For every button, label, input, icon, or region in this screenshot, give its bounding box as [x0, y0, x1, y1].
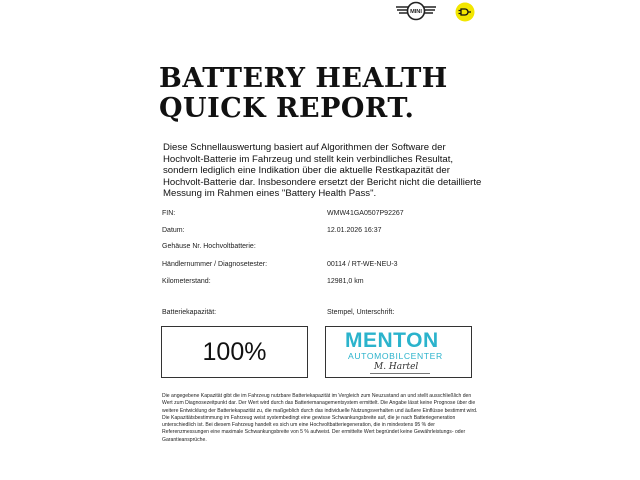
report-title — [159, 64, 448, 124]
field-label: Händlernummer / Diagnosetester: — [162, 261, 268, 268]
signature-line — [370, 373, 430, 374]
intro-text: Diese Schnellauswertung basiert auf Algorithmen der Software der Hochvolt-Batterie im Fahrzeug und stellt kein verbindliches Resultat, sondern lediglich eine Indikation über die aktuelle Restkapazität der Hochvolt-Batterie dar. Insbesondere ersetzt der Bericht nicht die detaillierte Messung im Rahmen eines "Battery Health Pass". — [163, 142, 482, 199]
field-row-mileage — [162, 278, 492, 290]
field-row-housing — [162, 243, 492, 255]
disclaimer-text: Die angegebene Kapazität gibt die im Fahrzeug nutzbare Batteriekapazität im Vergleich zum Neuzustand an und stellt ausschließlich den Wert zum Diagnosezeitpunkt dar. Der Wert wird durch das Batteriemanagementsystem ermittelt. Die Angabe lässt keine Prognose über die weitere Entwicklung der Batteriekapazität zu, die maßgeblich durch das individuelle Nutzungsverhalten und äußere Einflüsse bestimmt wird. Die Kapazitätsbestimmung im Fahrzeug weist systembedingt eine gewisse Schwankungsbreite auf, die je nach Batteriegeneration unterschiedlich ist. Bei diesem Fahrzeug handelt es sich um eine Hochvoltbatteriegeneration, die in mindestens 95 % der Referenzmessungen eine maximale Schwankungsbreite von 5 % aufweist. Der ermittelte Wert begründet keine Gewährleistungs- oder Garantieansprüche. — [162, 393, 478, 443]
field-row-date — [162, 227, 492, 239]
dealer-name: MENTON — [345, 329, 439, 352]
dealer-subtitle: AUTOMOBILCENTER — [348, 351, 443, 361]
field-value: 00114 / RT-WE-NEU-3 — [327, 261, 398, 268]
report-title-line2: QUICK REPORT. — [159, 93, 415, 124]
capacity-label: Batteriekapazität: — [162, 309, 217, 316]
dealer-stamp — [325, 326, 472, 378]
field-row-fin — [162, 210, 492, 222]
svg-text:MINI: MINI — [410, 9, 422, 16]
field-label: Datum: — [162, 227, 185, 234]
field-label: FIN: — [162, 210, 176, 217]
mini-logo-icon — [394, 0, 438, 22]
capacity-value: 100% — [202, 337, 267, 366]
field-value: 12981,0 km — [327, 278, 364, 285]
field-label: Kilometerstand: — [162, 278, 211, 285]
signature: M. Hartel — [374, 362, 419, 372]
report-title-line1: BATTERY HEALTH — [159, 63, 448, 94]
field-row-dealer — [162, 261, 492, 273]
field-value: WMW41GA0507P92267 — [327, 210, 404, 217]
field-value: 12.01.2026 16:37 — [327, 227, 382, 234]
brand-logos — [392, 0, 492, 24]
capacity-box — [161, 326, 308, 378]
field-label: Gehäuse Nr. Hochvoltbatterie: — [162, 243, 256, 250]
stamp-label: Stempel, Unterschrift: — [327, 309, 395, 316]
electric-plug-icon — [455, 2, 475, 22]
